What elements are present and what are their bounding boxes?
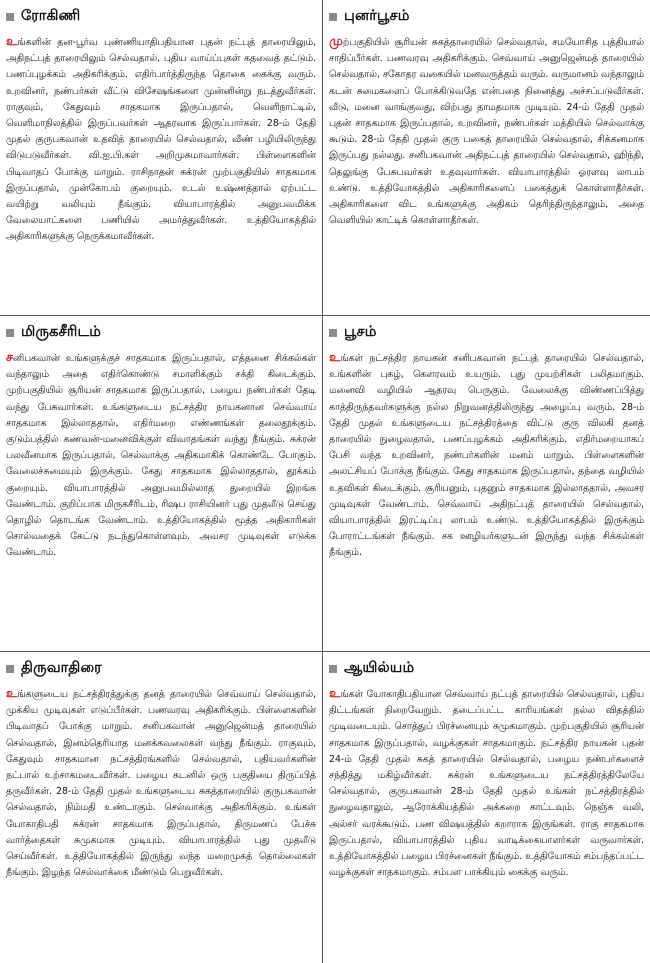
sign-section-mirugaseeridam xyxy=(0,316,323,652)
sign-body: ற்பகுதியில் சூரியன் சுகத்தாரையில் செல்வதால், சமயோசித புத்தியால் சாதிப்பீர்கள். பணவரவு அதிகரிக்கும். செவ்வாய் அனுஜென்மத் தாரையில் செல்வதால், சகோதர வகையில் மனவருத்தம் வரும். வருமானம் வந்தாலும் கடன் சுமைகளைப் போக்கிடுவதே என்பதை நினைத்து அச்சப்படுவீர்கள். வீடு, மனை வாங்குவது, விற்பது தாமதமாக முடியும். 24-ம் தேதி முதல் புதன் சாதகமாக இருப்பதால், உறவினர், நண்பர்கள் மத்தியில் செல்வாக்கு கூடும். 28-ம் தேதி முதல் குரு பகைத் தாரையில் செல்வதால், சிக்கனமாக இருப்பது நல்லது. சனிபகவான் அதிநட்புத் தாரையில் செல்வதால், ஹிந்தி, தெலுங்கு பேசுபவர்கள் உதவுவார்கள். வியாபாரத்தில் ஓரளவு லாபம் உண்டு. உத்தியோகத்தில் அதிகாரிகளைப் பகைத்துக் கொள்ளாதீர்கள். அதிகாரிகளை விட உங்களுக்கு அதிகம் தெரிந்திருந்தாலும், அதை வெளியில் காட்டிக் கொள்ளாதீர்கள். xyxy=(329,37,644,227)
drop-cap: உ xyxy=(329,685,341,700)
sign-title-thiruvathirai: திருவாதிரை xyxy=(21,660,102,676)
square-bullet-icon xyxy=(6,13,14,21)
sign-heading xyxy=(329,656,644,682)
drop-cap: மு xyxy=(329,33,343,48)
sign-heading xyxy=(6,656,316,682)
sign-body: ங்கள் நட்சத்திர நாயகன் சனிபகவான் நட்புத் தாரையில் செல்வதால், உங்களின் புகழ், கௌரவம் உயரும். புது முயற்சிகள் பலிதமாகும். மனைவி வழியில் ஆதரவு பெருகும். வேலைக்கு விண்ணப்பித்து காத்திருந்தவர்களுக்கு நல்ல நிறுவனத்திலிருந்து அழைப்பு வரும். 28-ம் தேதி முதல் உங்களுடைய நட்சத்திரத்தை விட்டு குரு விலகி தனத் தாரையில் நுழைவதால், பணப்புழக்கம் அதிகரிக்கும். எதிர்மறையாகப் பேசி வந்த உறவினர், நண்பர்களின் மனம் மாறும். பிள்ளைகளின் அலட்சியப் போக்கு நீங்கும். கேது சாதகமாக இருப்பதால், தந்தை வழியில் உதவிகள் கிடைக்கும். சூரியனும், புதனும் சாதகமாக இல்லாததால், அவசர முடிவுகள் வேண்டாம். செவ்வாய் அதிநட்புத் தாரையில் செல்வதால், வியாபாரத்தில் இரட்டிப்பு லாபம் உண்டு. உத்தியோகத்தில் இருக்கும் போராட்டங்கள் நீங்கும். சக ஊழியர்களுடன் இருந்து வந்த சிக்கல்கள் நீங்கும். xyxy=(329,353,644,559)
sign-section-rohini xyxy=(0,0,323,316)
sign-title-ayilyam: ஆயில்யம் xyxy=(344,660,415,676)
square-bullet-icon xyxy=(329,329,337,337)
sign-heading xyxy=(6,4,316,30)
sign-title-poosam: பூசம் xyxy=(344,324,377,340)
sign-title-rohini: ரோகிணி xyxy=(21,8,81,24)
sign-heading xyxy=(329,4,644,30)
square-bullet-icon xyxy=(6,665,14,673)
sign-body: ங்களின் தன-பூர்வ புண்ணியாதிபதியான புதன் நட்புத் தாரையிலும், அதிநட்புத் தாரையிலும் செல்வதால், புதிய வாய்ப்புகள் கதவைத் தட்டும். பணப்புழக்கம் அதிகரிக்கும். எதிர்பார்த்திருந்த தொகை கைக்கு வரும். உறவினர், நண்பர்கள் வீட்டு விசேஷங்களை முன்னின்று நடத்துவீர்கள். ராகுவும், கேதுவும் சாதகமாக இருப்பதால், வெளிநாட்டில், வெளிமாநிலத்தில் இருப்பவர்கள் ஆதரவாக இருப்பார்கள். 28-ம் தேதி முதல் குருபகவான் உதவித் தாரையில் செல்வதால், வீண் பழியிலிருந்து விடுபடுவீர்கள். வி.ஐ.பி.கள் அறிமுகமாவார்கள். பிள்ளைகளின் பிடிவாதப் போக்கு மாறும். ராசிநாதன் சுக்ரன் முற்பகுதியில் சாதகமாக இருப்பதால், முன்கோபம் குறையும். உடல் உஷ்ணத்தால் ஏற்பட்ட வயிற்று வலியும் நீங்கும். வியாபாரத்தில் அனுபவமிக்க வேலையாட்களை பணியில் அமர்த்துவீர்கள். உத்தியோகத்தில் அதிகாரிகளுக்கு நெருக்கமாவீர்கள். xyxy=(6,37,316,243)
drop-cap: உ xyxy=(329,349,341,364)
sign-body: ங்கள் யோகாதிபதியான செவ்வாய் நட்புத் தாரையில் செல்வதால், புதிய திட்டங்கள் நிறைவேறும். தடைப்பட்ட காரியங்கள் நல்ல விதத்தில் முடிவடையும். சொத்துப் பிரச்னையும் சுமுகமாகும். முற்பகுதியில் சூரியன் சாதகமாக இருப்பதால், வழக்குகள் சாதகமாகும். நட்சத்திர நாயகன் புதன் 24-ம் தேதி முதல் சுகத் தாரையில் செல்வதால், பழைய நண்பர்களைச் சந்தித்து மகிழ்வீர்கள். சுக்ரன் உங்களுடைய நட்சத்திரத்திலேயே செல்வதால், குருபகவான் 28-ம் தேதி முதல் உங்கள் நட்சத்திரத்தில் நுழைவதாலும், ஆரோக்கியத்தில் அக்கறை காட்டவும். நெஞ்சு வலி, அல்சர் வரக்கூடும். பண விஷயத்தில் கறாராக இருங்கள். ராகு சாதகமாக இருப்பதால், வியாபாரத்தில் புதிய வாடிக்கையாளர்கள் வருவார்கள். உத்தியோகத்தில் பழைய பிரச்னைகள் நீங்கும். உத்தியோகம் சம்பந்தப்பட்ட வழக்குகள் சாதகமாகும். சம்பள பாக்கியும் கைக்கு வரும். xyxy=(329,689,644,879)
square-bullet-icon xyxy=(6,329,14,337)
sign-text-punarpoosam xyxy=(329,33,644,229)
square-bullet-icon xyxy=(329,13,337,21)
square-bullet-icon xyxy=(329,665,337,673)
sign-section-punarpoosam xyxy=(323,0,650,316)
sign-text-rohini xyxy=(6,33,316,246)
sign-text-ayilyam xyxy=(329,685,644,881)
sign-title-punarpoosam: புனர்பூசம் xyxy=(344,8,410,24)
sign-body: ங்களுடைய நட்சத்திரத்துக்கு தனத் தாரையில் செவ்வாய் செல்வதால், முக்கிய முடிவுகள் எடுப்பீர்கள். பணவரவு அதிகரிக்கும். பிள்ளைகளின் பிடிவாதப் போக்கு மாறும். சனிபகவான் அனுஜென்மத் தாரையில் செல்வதால், இனம்தெரியாத மனக்கவலைகள் வந்து நீங்கும். ராகுவும், கேதுவும் சாதகமான நட்சத்திரங்களில் செல்வதால், புதியவர்களின் நட்பால் உற்சாகமடைவீர்கள். பழைய கடனில் ஒரு பகுதியை திருப்பித் தருவீர்கள். 28-ம் தேதி முதல் உங்களுடைய சுகத்தாரையில் குருபகவான் செல்வதால், நிம்மதி உண்டாகும். செல்வாக்கு அதிகரிக்கும். உங்கள் யோகாதிபதி சுக்ரன் சாதகமாக இருப்பதால், திருமணப் பேச்சு வார்த்தைகள் சுமுகமாக முடியும். வியாபாரத்தில் புது முதலீடு செய்வீர்கள். உத்தியோகத்தில் இருந்து வந்த மறைமுகத் தொல்லைகள் நீங்கும். இழந்த செல்வாக்கை மீண்டும் பெறுவீர்கள். xyxy=(6,689,316,879)
sign-heading xyxy=(6,320,316,346)
sign-section-ayilyam xyxy=(323,652,650,963)
sign-body: னிபகவான் உங்களுக்குச் சாதகமாக இருப்பதால், எத்தனை சிக்கல்கள் வந்தாலும் அதை எதிர்கொண்டு சமாளிக்கும் சக்தி கிடைக்கும். முற்பகுதியில் சூரியன் சாதகமாக இருப்பதால், பழைய நண்பர்கள் தேடி வந்து பேசுவார்கள். உங்களுடைய நட்சத்திர நாயகனான செவ்வாய் சாதகமாக இல்லாததால், எதிர்மறை எண்ணங்கள் தலைதூக்கும். குடும்பத்தில் கணவன்-மனைவிக்குள் விவாதங்கள் வந்து நீங்கும். சுக்ரன் பலவீனமாக இருப்பதால், செல்வாக்கு அதிகமாகிக் கொண்டே போகும். வேலைச்சுமையும் இருக்கும். கேது சாதகமாக இல்லாததால், தூக்கம் குறையும். வியாபாரத்தில் அனுபவமில்லாத துறையில் இறங்க வேண்டாம். குறிப்பாக மிருகசீரிடம், ரிஷப ராசியினர் புது முதலீடு செய்து தொழில் தொடங்க வேண்டாம். உத்தியோகத்தில் மூத்த அதிகாரிகள் சொல்வதைக் கேட்டு நடந்துகொள்ளவும். அவசர முடிவுகள் எடுக்க வேண்டாம். xyxy=(6,353,316,559)
sign-text-mirugaseeridam xyxy=(6,349,316,562)
sign-text-poosam xyxy=(329,349,644,562)
drop-cap: உ xyxy=(6,33,18,48)
sign-text-thiruvathirai xyxy=(6,685,316,881)
drop-cap: உ xyxy=(6,685,18,700)
sign-section-poosam xyxy=(323,316,650,652)
sign-title-mirugaseeridam: மிருகசீரிடம் xyxy=(21,324,102,340)
sign-section-thiruvathirai xyxy=(0,652,323,963)
sign-heading xyxy=(329,320,644,346)
drop-cap: ச xyxy=(6,349,13,364)
